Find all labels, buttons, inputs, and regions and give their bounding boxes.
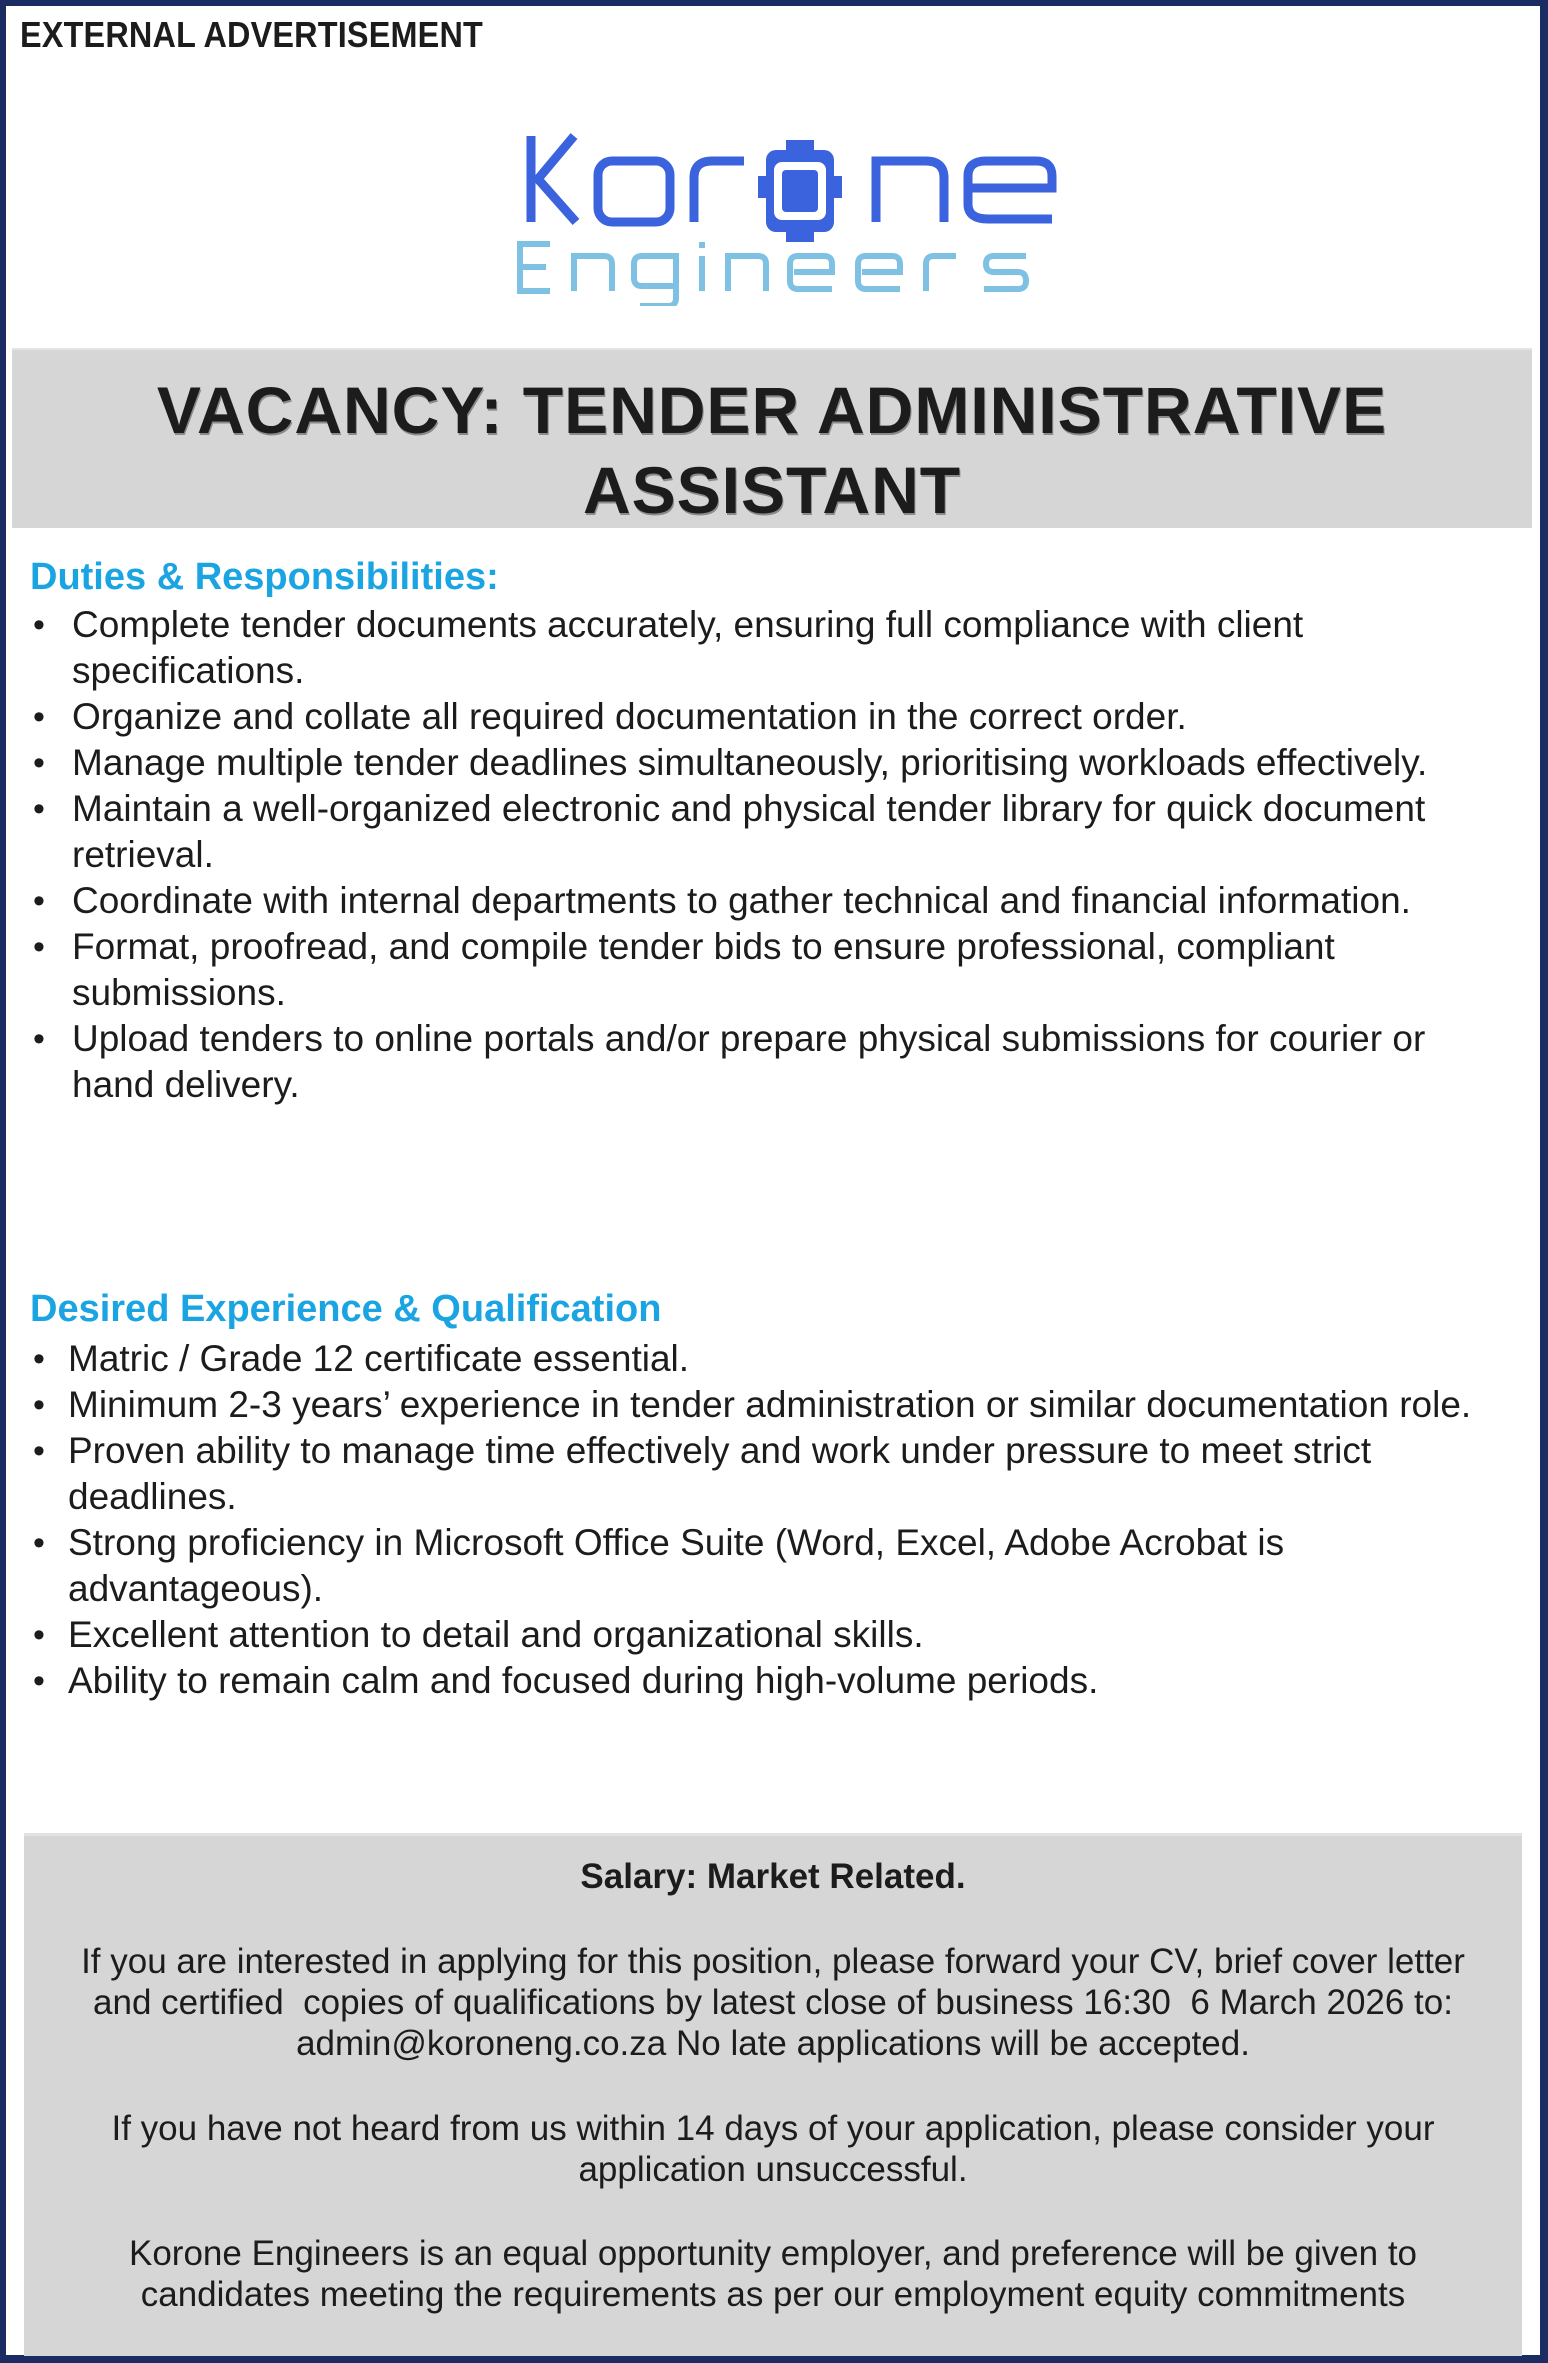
application-info-box xyxy=(24,1833,1522,2356)
apply-line-3 xyxy=(30,2023,1516,2064)
duty-text: Upload tenders to online portals and/or prepare physical submissions for courier or hand delivery. xyxy=(72,1018,1426,1105)
equity-statement xyxy=(30,2233,1516,2315)
logo-letter-n xyxy=(876,161,944,222)
title-line-2: ASSISTANT xyxy=(582,453,962,527)
qualification-text: Proven ability to manage time effectively and work under pressure to meet strict deadlines. xyxy=(68,1430,1372,1517)
page-title xyxy=(12,370,1532,530)
unsuccessful-line-1: If you have not heard from us within 14 days of your application, please consider your xyxy=(111,2109,1435,2148)
list-item xyxy=(28,740,1510,786)
qualifications-heading: Desired Experience & Qualification xyxy=(30,1288,662,1330)
equity-line-2: candidates meeting the requirements as per our employment equity commitments xyxy=(140,2275,1406,2314)
logo-letter-o xyxy=(598,161,670,222)
list-item xyxy=(28,1336,1510,1382)
bullet-icon: • xyxy=(33,1524,45,1562)
list-item xyxy=(28,786,1510,878)
list-item xyxy=(28,1428,1510,1520)
qualification-text: Excellent attention to detail and organizational skills. xyxy=(68,1614,924,1655)
qualifications-list xyxy=(28,1336,1510,1704)
duty-text: Format, proofread, and compile tender bids to ensure professional, compliant submissions. xyxy=(72,926,1335,1013)
bullet-icon: • xyxy=(33,1020,45,1058)
logo-letter-r xyxy=(694,161,744,222)
apply-line-1: If you are interested in applying for this position, please forward your CV, brief cover letter xyxy=(81,1942,1465,1981)
duty-text: Maintain a well-organized electronic and physical tender library for quick document retrieval. xyxy=(72,788,1426,875)
qualification-text: Ability to remain calm and focused during high-volume periods. xyxy=(68,1660,1099,1701)
list-item xyxy=(28,1016,1510,1108)
salary-text: Salary: Market Related. xyxy=(580,1857,966,1896)
bullet-icon: • xyxy=(33,790,45,828)
application-instructions xyxy=(30,1941,1516,2064)
apply-line-2: and certified copies of qualifications by latest close of business 16:30 6 March 2026 to: xyxy=(93,1983,1453,2022)
bullet-icon: • xyxy=(33,744,45,782)
list-item xyxy=(28,878,1510,924)
qualification-text: Strong proficiency in Microsoft Office Suite (Word, Excel, Adobe Acrobat is advantageous). xyxy=(68,1522,1285,1609)
bullet-icon: • xyxy=(33,882,45,920)
unsuccessful-line-2: application unsuccessful. xyxy=(578,2150,968,2189)
logo-letter-e xyxy=(968,161,1052,219)
list-item xyxy=(28,1520,1510,1612)
list-item xyxy=(28,1382,1510,1428)
bullet-icon: • xyxy=(33,928,45,966)
company-logo xyxy=(506,116,1106,306)
bullet-icon: • xyxy=(33,606,45,644)
duty-text: Complete tender documents accurately, ensuring full compliance with client specifications. xyxy=(72,604,1304,691)
bullet-icon: • xyxy=(33,698,45,736)
external-advertisement-label: EXTERNAL ADVERTISEMENT xyxy=(20,14,484,55)
late-applications-note: No late applications will be accepted. xyxy=(666,2024,1250,2063)
list-item xyxy=(28,1612,1510,1658)
duty-text: Coordinate with internal departments to gather technical and financial information. xyxy=(72,880,1411,921)
duty-text: Manage multiple tender deadlines simultaneously, prioritising workloads effectively. xyxy=(72,742,1428,783)
qualification-text: Minimum 2-3 years’ experience in tender administration or similar documentation role. xyxy=(68,1384,1472,1425)
duties-heading: Duties & Responsibilities: xyxy=(30,556,499,598)
unsuccessful-notice xyxy=(30,2108,1516,2190)
bullet-icon: • xyxy=(33,1616,45,1654)
list-item xyxy=(28,924,1510,1016)
title-line-1: VACANCY: TENDER ADMINISTRATIVE xyxy=(156,373,1388,447)
duty-text: Organize and collate all required documentation in the correct order. xyxy=(72,696,1187,737)
list-item xyxy=(28,1658,1510,1704)
bullet-icon: • xyxy=(33,1662,45,1700)
bullet-icon: • xyxy=(33,1340,45,1378)
list-item xyxy=(28,694,1510,740)
bullet-icon: • xyxy=(33,1386,45,1424)
equity-line-1: Korone Engineers is an equal opportunity employer, and preference will be given to xyxy=(128,2234,1418,2273)
vacancy-title-band xyxy=(12,348,1532,528)
duties-list xyxy=(28,602,1510,1108)
bullet-icon: • xyxy=(33,1432,45,1470)
qualification-text: Matric / Grade 12 certificate essential. xyxy=(68,1338,690,1379)
email-link[interactable]: admin@koroneng.co.za xyxy=(296,2024,667,2063)
list-item xyxy=(28,602,1510,694)
